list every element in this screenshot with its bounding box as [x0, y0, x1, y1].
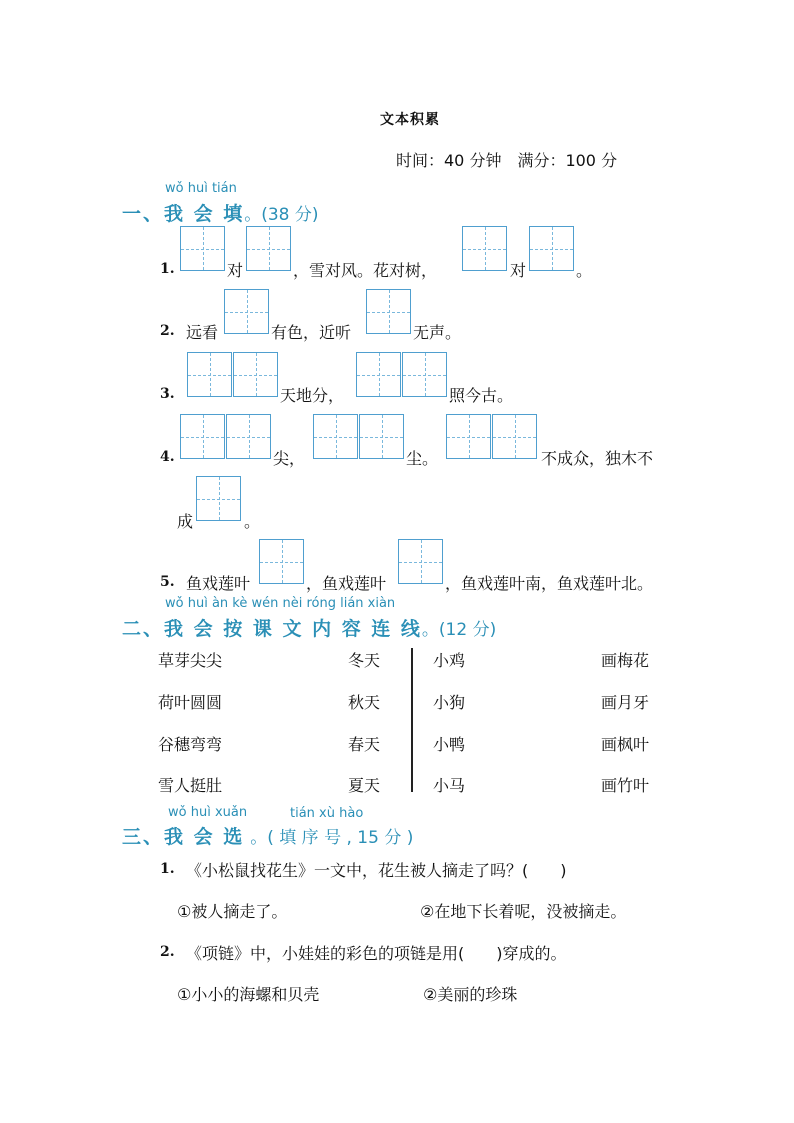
section3-pinyin-2: tián xù hào: [290, 806, 364, 821]
match-right-b-3[interactable]: 画枫叶: [601, 735, 650, 754]
q1-text-1: 对: [227, 261, 244, 280]
q1-text-2: ，雪对风。花对树，: [293, 261, 438, 280]
match-right-a-3[interactable]: 小鸭: [433, 735, 466, 754]
q4-number: 4.: [160, 449, 175, 465]
page-title: 文本积累: [380, 112, 440, 128]
tianzige-box[interactable]: [259, 539, 304, 584]
choice1-option-2[interactable]: ②在地下长着呢，没被摘走。: [420, 902, 627, 921]
choice2-option-1[interactable]: ①小小的海螺和贝壳: [177, 985, 320, 1004]
match-left-b-4[interactable]: 夏天: [348, 776, 381, 795]
match-left-a-1[interactable]: 草芽尖尖: [158, 651, 223, 670]
q3-text-2: 照今古。: [449, 386, 514, 405]
exam-meta: 时间：40 分钟 满分：100 分: [396, 151, 618, 170]
tianzige-box[interactable]: [492, 414, 537, 459]
section1-heading: [122, 199, 319, 226]
choice2-option-2[interactable]: ②美丽的珍珠: [423, 985, 518, 1004]
q4-text-3: 不成众，独木不: [541, 449, 654, 468]
section3-title: 三、我 会 选: [122, 826, 245, 848]
match-left-b-1[interactable]: 冬天: [348, 651, 381, 670]
tianzige-box[interactable]: [446, 414, 491, 459]
choice1-option-1[interactable]: ①被人摘走了。: [177, 902, 288, 921]
q2-number: 2.: [160, 323, 175, 339]
q5-text-3: ，鱼戏莲叶南，鱼戏莲叶北。: [445, 574, 654, 593]
match-right-a-4[interactable]: 小马: [433, 776, 466, 795]
section2-pinyin: wǒ huì àn kè wén nèi róng lián xiàn: [165, 596, 396, 611]
tianzige-box[interactable]: [359, 414, 404, 459]
tianzige-box[interactable]: [462, 226, 507, 271]
tianzige-box[interactable]: [398, 539, 443, 584]
q4-text-1: 尖，: [273, 449, 306, 468]
section3-pinyin: wǒ huì xuǎn: [168, 805, 248, 820]
match-left-b-3[interactable]: 春天: [348, 735, 381, 754]
match-right-a-2[interactable]: 小狗: [433, 693, 466, 712]
match-right-b-1[interactable]: 画梅花: [601, 651, 650, 670]
q1-text-4: 。: [576, 261, 593, 280]
q4-text-2: 尘。: [406, 449, 439, 468]
q5-text-1: 鱼戏莲叶: [186, 574, 251, 593]
match-right-b-4[interactable]: 画竹叶: [601, 776, 650, 795]
match-left-a-4[interactable]: 雪人挺肚: [158, 776, 223, 795]
match-left-a-3[interactable]: 谷穗弯弯: [158, 735, 223, 754]
tianzige-box[interactable]: [246, 226, 291, 271]
choice2-question: 《项链》中，小娃娃的彩色的项链是用( )穿成的。: [186, 944, 567, 963]
q2-text-2: 有色，近听: [271, 323, 352, 342]
q5-text-2: ，鱼戏莲叶: [306, 574, 387, 593]
tianzige-box[interactable]: [356, 352, 401, 397]
section1-pinyin: wǒ huì tián: [165, 181, 237, 196]
section2-score: 。(12 分): [421, 620, 497, 640]
tianzige-box[interactable]: [180, 226, 225, 271]
match-left-a-2[interactable]: 荷叶圆圆: [158, 693, 223, 712]
tianzige-box[interactable]: [366, 289, 411, 334]
tianzige-box[interactable]: [313, 414, 358, 459]
tianzige-box[interactable]: [187, 352, 232, 397]
match-divider: [411, 648, 413, 792]
tianzige-box[interactable]: [224, 289, 269, 334]
q4-text-5: 。: [244, 512, 261, 531]
q4-text-4: 成: [177, 512, 194, 531]
tianzige-box[interactable]: [226, 414, 271, 459]
section3-score: 。( 填 序 号 , 15 分 ): [250, 828, 414, 848]
choice1-question: 《小松鼠找花生》一文中，花生被人摘走了吗？( ): [186, 861, 567, 880]
q5-number: 5.: [160, 574, 175, 590]
choice1-number: 1.: [160, 861, 175, 877]
tianzige-box[interactable]: [402, 352, 447, 397]
q2-text-1: 远看: [186, 323, 219, 342]
tianzige-box[interactable]: [196, 476, 241, 521]
match-right-a-1[interactable]: 小鸡: [433, 651, 466, 670]
q3-number: 3.: [160, 386, 175, 402]
section2-title: 二、我 会 按 课 文 内 容 连 线: [122, 618, 422, 640]
q1-number: 1.: [160, 261, 175, 277]
tianzige-box[interactable]: [233, 352, 278, 397]
tianzige-box[interactable]: [180, 414, 225, 459]
section1-title: 一、我 会 填: [122, 203, 245, 225]
q3-text-1: 天地分，: [280, 386, 345, 405]
match-right-b-2[interactable]: 画月牙: [601, 693, 650, 712]
section1-score: 。(38 分): [244, 205, 319, 225]
choice2-number: 2.: [160, 944, 175, 960]
section3-heading: [122, 822, 413, 849]
q2-text-3: 无声。: [413, 323, 462, 342]
tianzige-box[interactable]: [529, 226, 574, 271]
section2-heading: [122, 614, 496, 641]
q1-text-3: 对: [510, 261, 527, 280]
match-left-b-2[interactable]: 秋天: [348, 693, 381, 712]
